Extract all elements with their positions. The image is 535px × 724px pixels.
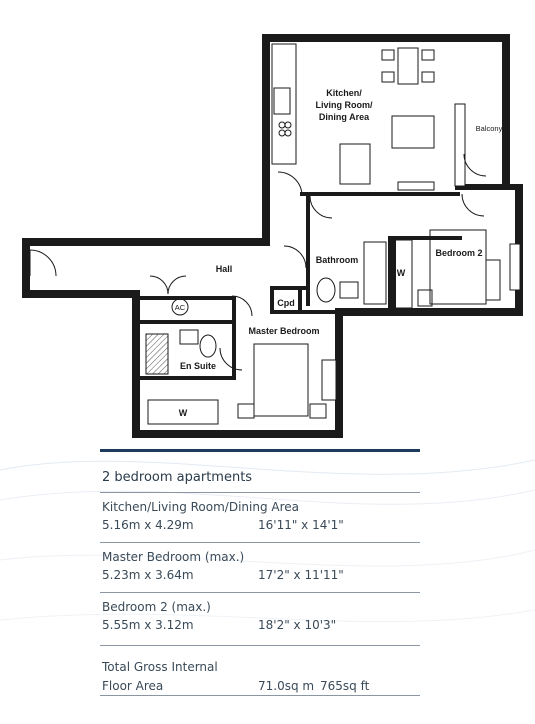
room-metric: 5.55m x 3.12m <box>102 618 194 632</box>
total-imperial: 765sq ft <box>320 679 370 693</box>
schedule-divider <box>100 695 420 696</box>
room-row <box>102 550 420 584</box>
label-ac: AC <box>174 303 186 312</box>
room-name: Master Bedroom (max.) <box>102 550 245 564</box>
room-imperial: 16'11" x 14'1" <box>258 518 344 532</box>
label-en-suite: En Suite <box>179 361 217 371</box>
doors <box>30 154 486 370</box>
total-label-1: Total Gross Internal <box>102 660 218 674</box>
total-label-2: Floor Area <box>102 679 164 693</box>
schedule-divider <box>100 592 420 593</box>
master-bed <box>238 344 336 418</box>
room-metric: 5.23m x 3.64m <box>102 568 194 582</box>
schedule-divider <box>100 645 420 646</box>
room-imperial: 17'2" x 11'11" <box>258 568 344 582</box>
interior-walls <box>140 192 462 380</box>
room-imperial: 18'2" x 10'3" <box>258 618 337 632</box>
room-row <box>102 600 420 634</box>
label-hall: Hall <box>215 264 233 274</box>
label-wardrobe-bed2: W <box>396 268 406 278</box>
total-metric: 71.0sq m <box>258 679 315 693</box>
bedroom2-bed <box>418 230 520 306</box>
schedule-divider <box>100 492 420 493</box>
bathroom-fixtures <box>317 242 386 304</box>
room-name: Kitchen/Living Room/Dining Area <box>102 500 300 514</box>
label-balcony: Balcony <box>475 124 503 133</box>
label-kitchen-3: Dining Area <box>318 112 370 122</box>
room-name: Bedroom 2 (max.) <box>102 600 211 614</box>
label-wardrobe-master: W <box>178 408 188 418</box>
label-bedroom-2: Bedroom 2 <box>435 248 483 258</box>
schedule-top-rule <box>100 449 420 452</box>
label-bathroom: Bathroom <box>315 255 359 265</box>
living-furniture <box>340 116 434 190</box>
label-cpd: Cpd <box>277 298 295 308</box>
schedule-title: 2 bedroom apartments <box>102 470 253 485</box>
label-master-bedroom: Master Bedroom <box>248 326 320 336</box>
kitchen-worktop <box>272 44 296 164</box>
room-row <box>102 500 420 534</box>
label-kitchen-2: Living Room/ <box>315 100 373 110</box>
schedule-divider <box>100 542 420 543</box>
total-area <box>102 658 420 696</box>
dining-table <box>382 48 434 84</box>
label-kitchen-1: Kitchen/ <box>326 88 362 98</box>
room-metric: 5.16m x 4.29m <box>102 518 194 532</box>
